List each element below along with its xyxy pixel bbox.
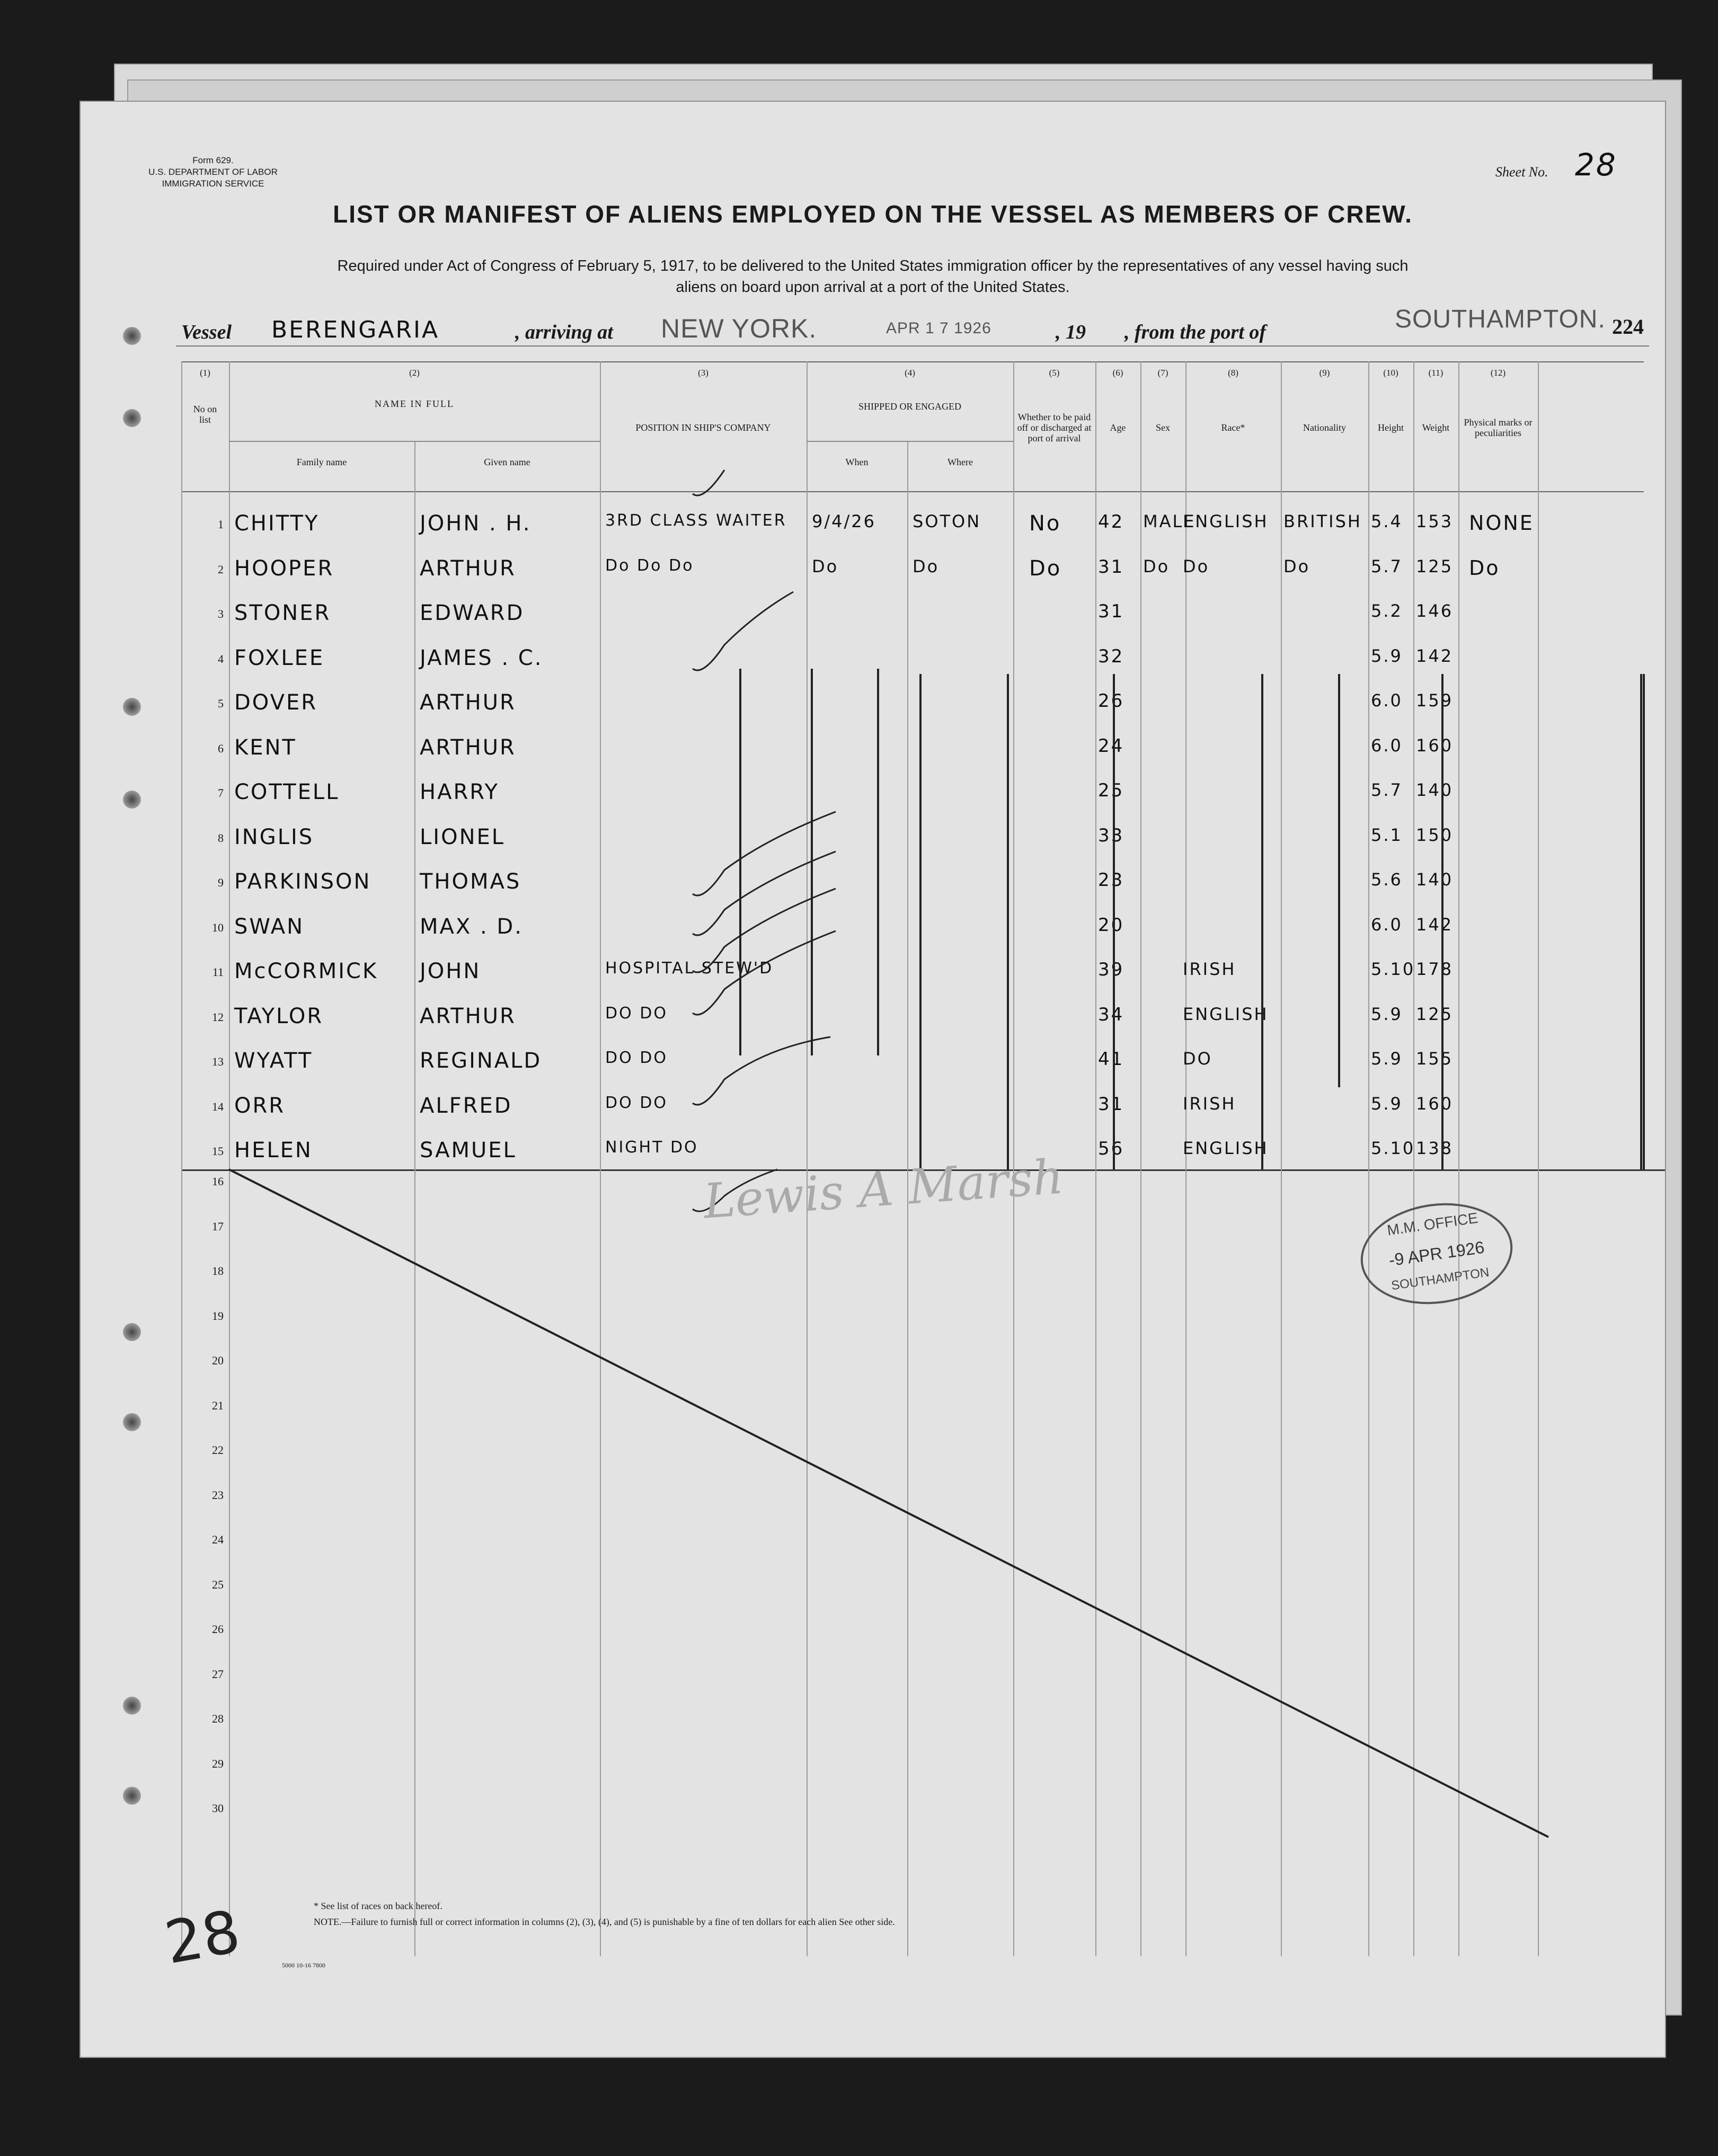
cell-age: 25 — [1098, 780, 1124, 801]
cell-no: 13 — [212, 1055, 224, 1068]
cell-weight: 138 — [1416, 1138, 1454, 1158]
cell-age: 39 — [1098, 959, 1124, 980]
vessel-line — [144, 305, 1644, 348]
cell-height: 6.0 — [1371, 914, 1403, 935]
cell-given: MAX . D. — [420, 914, 523, 939]
cell-given: ARTHUR — [420, 1004, 516, 1028]
cell-age: 41 — [1098, 1049, 1124, 1070]
col-number-9: (9) — [1319, 368, 1330, 378]
cell-height: 6.0 — [1371, 690, 1403, 711]
cell-position: DO DO — [605, 1093, 668, 1112]
stamp-office: M.M. OFFICE — [1386, 1209, 1479, 1239]
header-physical-marks: Physical marks or peculiarities — [1464, 417, 1533, 438]
header-given-name: Given name — [484, 457, 530, 467]
manifest-sheet — [79, 101, 1666, 2058]
cell-given: ARTHUR — [420, 690, 516, 715]
cell-no: 8 — [218, 831, 224, 845]
empty-row-number: 30 — [212, 1802, 224, 1815]
cell-no: 15 — [212, 1144, 224, 1158]
cell-no: 7 — [218, 786, 224, 800]
header-nationality: Nationality — [1303, 422, 1346, 433]
col-number-3: (3) — [698, 368, 709, 378]
cell-weight: 153 — [1416, 511, 1454, 531]
header-paid-off: Whether to be paid off or discharged at port of arrival — [1017, 412, 1092, 443]
cell-race: DO — [1183, 1049, 1212, 1069]
cell-family: FOXLEE — [234, 645, 325, 670]
cell-family: WYATT — [234, 1049, 313, 1073]
footnote-races: * See list of races on back hereof. — [314, 1901, 442, 1911]
stamp-date: -9 APR 1926 — [1387, 1237, 1486, 1270]
cell-given: JOHN . H. — [420, 511, 532, 536]
cell-family: INGLIS — [234, 824, 314, 849]
cell-family: HELEN — [234, 1138, 313, 1163]
cell-race: IRISH — [1183, 1093, 1236, 1114]
cell-when: Do — [812, 556, 839, 576]
cell-where: SOTON — [913, 511, 981, 531]
cell-given: ALFRED — [420, 1093, 512, 1118]
cell-race: ENGLISH — [1183, 1138, 1269, 1158]
sheet-number: 28 — [1575, 147, 1617, 183]
year-label: , 19 — [1056, 321, 1086, 343]
cell-paid: Do — [1029, 556, 1062, 581]
cell-weight: 155 — [1416, 1049, 1454, 1069]
sheet-label: Sheet No. — [1495, 164, 1548, 180]
cell-family: STONER — [234, 601, 331, 625]
cell-no: 2 — [218, 562, 224, 576]
cell-weight: 160 — [1416, 735, 1454, 756]
cell-height: 5.10 — [1371, 1138, 1415, 1158]
cell-no: 9 — [218, 876, 224, 889]
cell-age: 33 — [1098, 824, 1124, 846]
header-race: Race* — [1221, 422, 1245, 433]
col-number-5: (5) — [1049, 368, 1060, 378]
punch-hole — [123, 1413, 141, 1431]
arriving-port: NEW YORK. — [661, 314, 817, 343]
signature: Lewis A Marsh — [702, 1149, 1066, 1230]
cell-paid: No — [1029, 511, 1061, 536]
empty-row-number: 28 — [212, 1712, 224, 1725]
cell-marks: NONE — [1469, 511, 1534, 535]
cell-position: 3RD CLASS WAITER — [605, 511, 787, 530]
header-height: Height — [1378, 422, 1404, 433]
col-number-1: (1) — [200, 368, 210, 378]
cell-nationality: Do — [1283, 556, 1310, 576]
department-name: U.S. DEPARTMENT OF LABOR — [148, 167, 278, 177]
empty-row-number: 21 — [212, 1398, 224, 1412]
cell-no: 5 — [218, 697, 224, 710]
vessel-label: Vessel — [181, 321, 232, 343]
cell-age: 31 — [1098, 601, 1124, 622]
cell-family: ORR — [234, 1093, 286, 1118]
cell-given: JAMES . C. — [420, 645, 543, 670]
empty-row-number: 16 — [212, 1175, 224, 1188]
punch-hole — [123, 698, 141, 716]
empty-row-number: 17 — [212, 1219, 224, 1233]
col-number-4: (4) — [905, 368, 915, 378]
cell-weight: 160 — [1416, 1093, 1454, 1114]
cell-family: COTTELL — [234, 780, 340, 804]
cell-no: 4 — [218, 652, 224, 666]
punch-hole — [123, 409, 141, 427]
cell-height: 5.6 — [1371, 870, 1403, 890]
cell-race: IRISH — [1183, 959, 1236, 979]
cell-height: 5.10 — [1371, 959, 1415, 979]
header-shipped: SHIPPED OR ENGAGED — [858, 401, 961, 412]
subtitle-line-1: Required under Act of Congress of February 5, 1917, to be delivered to the United States immigration officer by the representatives of any vessel having such — [337, 258, 1409, 274]
header-name-in-full: NAME IN FULL — [375, 398, 454, 409]
margin-mark: 28 — [160, 1897, 245, 1977]
col-number-7: (7) — [1157, 368, 1168, 378]
header-family-name: Family name — [296, 457, 347, 467]
empty-row-number: 27 — [212, 1667, 224, 1681]
cell-marks: Do — [1469, 556, 1500, 580]
cell-family: McCORMICK — [234, 959, 378, 983]
vessel-name: BERENGARIA — [271, 316, 440, 343]
stamp-location: SOUTHAMPTON — [1390, 1265, 1490, 1293]
cell-no: 11 — [212, 965, 224, 979]
date-stamp: APR 1 7 1926 — [886, 320, 991, 337]
cell-height: 5.9 — [1371, 645, 1403, 666]
cell-weight: 159 — [1416, 690, 1454, 711]
form-identifier — [139, 155, 287, 190]
cell-weight: 142 — [1416, 914, 1454, 935]
cell-height: 5.1 — [1371, 824, 1403, 845]
col-number-2: (2) — [409, 368, 420, 378]
cell-given: LIONEL — [420, 824, 506, 849]
cell-given: REGINALD — [420, 1049, 542, 1073]
cell-age: 56 — [1098, 1138, 1124, 1159]
empty-row-number: 19 — [212, 1309, 224, 1323]
header-where: Where — [947, 457, 973, 467]
subtitle-line-2: aliens on board upon arrival at a port of the United States. — [676, 279, 1070, 296]
punch-hole — [123, 327, 141, 345]
cell-age: 42 — [1098, 511, 1124, 533]
col-number-12: (12) — [1490, 368, 1506, 378]
cell-race: Do — [1183, 556, 1210, 576]
cell-family: CHITTY — [234, 511, 320, 536]
cell-weight: 140 — [1416, 780, 1454, 800]
cell-weight: 140 — [1416, 870, 1454, 890]
empty-row-number: 25 — [212, 1577, 224, 1591]
cell-height: 5.9 — [1371, 1049, 1403, 1069]
cell-given: ARTHUR — [420, 556, 516, 581]
cell-given: EDWARD — [420, 601, 525, 625]
header-no-on-list: No on list — [193, 404, 217, 425]
cell-no: 6 — [218, 741, 224, 755]
cell-sex: Do — [1143, 556, 1170, 576]
manifest-title: LIST OR MANIFEST OF ALIENS EMPLOYED ON THE VESSEL AS MEMBERS OF CREW. — [333, 200, 1413, 228]
cell-age: 26 — [1098, 690, 1124, 712]
cell-height: 5.7 — [1371, 780, 1403, 800]
empty-row-number: 29 — [212, 1756, 224, 1770]
cell-height: 5.9 — [1371, 1093, 1403, 1114]
cell-age: 31 — [1098, 556, 1124, 578]
punch-hole — [123, 791, 141, 809]
cell-weight: 125 — [1416, 556, 1454, 576]
from-port: SOUTHAMPTON. — [1395, 305, 1606, 333]
cell-weight: 146 — [1416, 601, 1454, 621]
header-when: When — [845, 457, 869, 467]
col-number-8: (8) — [1228, 368, 1238, 378]
col-number-11: (11) — [1428, 368, 1444, 378]
header-age: Age — [1110, 422, 1126, 433]
punch-hole — [123, 1323, 141, 1341]
manifest-subtitle — [134, 255, 1612, 298]
cell-height: 5.9 — [1371, 1004, 1403, 1024]
service-name: IMMIGRATION SERVICE — [162, 179, 264, 189]
cell-family: DOVER — [234, 690, 318, 715]
cell-family: PARKINSON — [234, 870, 371, 894]
cell-weight: 142 — [1416, 645, 1454, 666]
cell-family: SWAN — [234, 914, 305, 939]
cell-weight: 150 — [1416, 824, 1454, 845]
cell-weight: 125 — [1416, 1004, 1454, 1024]
cell-sex: MALE — [1143, 511, 1196, 531]
cell-when: 9/4/26 — [812, 511, 876, 531]
cell-where: Do — [913, 556, 940, 576]
empty-row-number: 24 — [212, 1533, 224, 1546]
empty-row-number: 20 — [212, 1354, 224, 1367]
cell-no: 10 — [212, 920, 224, 934]
cell-race: ENGLISH — [1183, 511, 1269, 531]
cell-family: KENT — [234, 735, 297, 760]
cell-position: HOSPITAL STEW'D — [605, 959, 774, 978]
cell-nationality: BRITISH — [1283, 511, 1362, 531]
cell-family: HOOPER — [234, 556, 334, 581]
vessel-number: 224 — [1612, 315, 1644, 339]
cell-age: 32 — [1098, 645, 1124, 667]
empty-row-number: 23 — [212, 1488, 224, 1502]
cell-age: 20 — [1098, 914, 1124, 936]
cell-given: JOHN — [420, 959, 481, 983]
header-weight: Weight — [1422, 422, 1450, 433]
cell-given: SAMUEL — [420, 1138, 517, 1163]
cell-age: 24 — [1098, 735, 1124, 757]
cell-position: DO DO — [605, 1004, 668, 1023]
cell-height: 5.7 — [1371, 556, 1403, 576]
cell-no: 12 — [212, 1010, 224, 1024]
cell-height: 6.0 — [1371, 735, 1403, 756]
cell-position: NIGHT DO — [605, 1138, 698, 1157]
print-code: 5000 10-16 7800 — [282, 1962, 325, 1969]
form-number: Form 629. — [192, 155, 234, 165]
cell-given: HARRY — [420, 780, 499, 804]
cell-weight: 178 — [1416, 959, 1454, 979]
cell-no: 14 — [212, 1099, 224, 1113]
cell-race: ENGLISH — [1183, 1004, 1269, 1024]
cell-family: TAYLOR — [234, 1004, 324, 1028]
cell-age: 31 — [1098, 1093, 1124, 1115]
cell-position: Do Do Do — [605, 556, 694, 575]
empty-row-number: 22 — [212, 1443, 224, 1457]
header-sex: Sex — [1156, 422, 1170, 433]
arriving-label: , arriving at — [515, 321, 613, 343]
cell-given: ARTHUR — [420, 735, 516, 760]
cell-age: 34 — [1098, 1004, 1124, 1025]
from-label: , from the port of — [1124, 321, 1267, 343]
cell-position: DO DO — [605, 1049, 668, 1067]
cell-no: 3 — [218, 607, 224, 620]
empty-row-number: 18 — [212, 1264, 224, 1277]
header-position: POSITION IN SHIP'S COMPANY — [635, 422, 771, 433]
cell-age: 23 — [1098, 870, 1124, 891]
punch-hole — [123, 1787, 141, 1805]
cell-height: 5.4 — [1371, 511, 1403, 531]
col-number-6: (6) — [1112, 368, 1123, 378]
footnote-note: NOTE.—Failure to furnish full or correct information in columns (2), (3), (4), and (5) is punishable by a fine of ten dollars for each alien See other side. — [314, 1917, 895, 1927]
col-number-10: (10) — [1383, 368, 1398, 378]
punch-hole — [123, 1697, 141, 1715]
cell-given: THOMAS — [420, 870, 521, 894]
empty-row-number: 26 — [212, 1622, 224, 1636]
cell-height: 5.2 — [1371, 601, 1403, 621]
vessel-underline — [176, 345, 1649, 347]
cell-no: 1 — [218, 518, 224, 531]
